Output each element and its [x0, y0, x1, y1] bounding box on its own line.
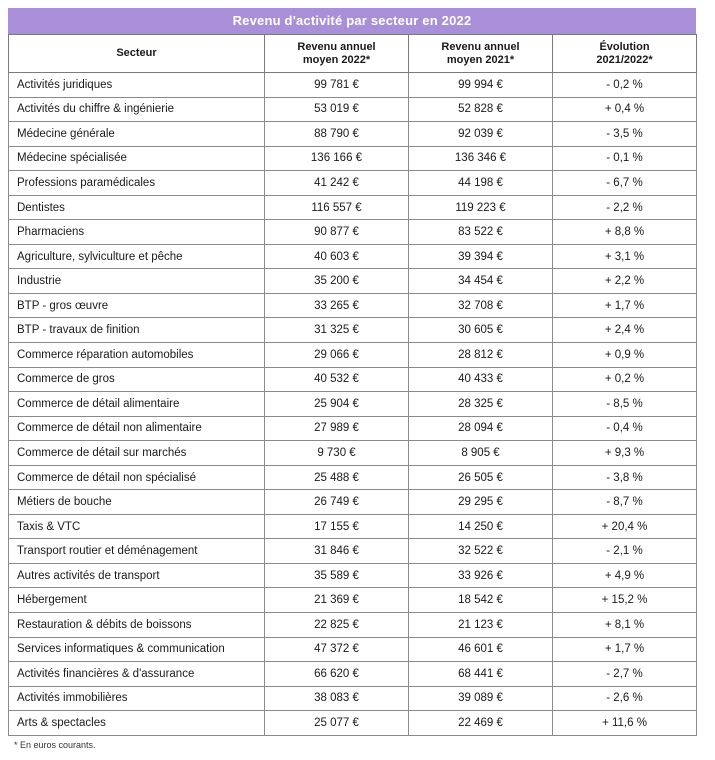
cell-sector: Commerce de détail sur marchés: [9, 441, 265, 466]
cell-revenue-2021: 52 828 €: [409, 97, 553, 122]
cell-evolution: + 15,2 %: [553, 588, 697, 613]
cell-evolution: - 8,5 %: [553, 392, 697, 417]
cell-sector: Taxis & VTC: [9, 514, 265, 539]
cell-revenue-2022: 90 877 €: [265, 220, 409, 245]
cell-revenue-2021: 68 441 €: [409, 662, 553, 687]
cell-sector: Hébergement: [9, 588, 265, 613]
cell-sector: Dentistes: [9, 195, 265, 220]
cell-evolution: - 0,1 %: [553, 146, 697, 171]
cell-sector: Commerce de détail alimentaire: [9, 392, 265, 417]
cell-revenue-2021: 30 605 €: [409, 318, 553, 343]
table-row: [9, 490, 697, 515]
cell-revenue-2022: 40 603 €: [265, 244, 409, 269]
cell-revenue-2021: 29 295 €: [409, 490, 553, 515]
cell-evolution: + 1,7 %: [553, 637, 697, 662]
cell-revenue-2021: 22 469 €: [409, 711, 553, 736]
cell-revenue-2021: 40 433 €: [409, 367, 553, 392]
cell-revenue-2022: 41 242 €: [265, 171, 409, 196]
cell-sector: Autres activités de transport: [9, 563, 265, 588]
cell-evolution: + 8,1 %: [553, 613, 697, 638]
revenue-table-container: [8, 8, 696, 736]
cell-revenue-2022: 99 781 €: [265, 73, 409, 98]
table-row: [9, 269, 697, 294]
table-row: [9, 686, 697, 711]
cell-revenue-2022: 26 749 €: [265, 490, 409, 515]
cell-revenue-2022: 40 532 €: [265, 367, 409, 392]
table-row: [9, 662, 697, 687]
cell-evolution: - 2,2 %: [553, 195, 697, 220]
cell-revenue-2022: 66 620 €: [265, 662, 409, 687]
cell-evolution: - 3,8 %: [553, 465, 697, 490]
cell-revenue-2021: 21 123 €: [409, 613, 553, 638]
cell-revenue-2021: 119 223 €: [409, 195, 553, 220]
table-row: [9, 146, 697, 171]
cell-sector: Activités immobilières: [9, 686, 265, 711]
cell-revenue-2021: 28 094 €: [409, 416, 553, 441]
cell-evolution: + 4,9 %: [553, 563, 697, 588]
cell-evolution: - 2,7 %: [553, 662, 697, 687]
header-sector: Secteur: [9, 35, 265, 73]
table-row: [9, 97, 697, 122]
cell-revenue-2022: 9 730 €: [265, 441, 409, 466]
cell-evolution: + 0,2 %: [553, 367, 697, 392]
cell-sector: Commerce de détail non alimentaire: [9, 416, 265, 441]
table-row: [9, 465, 697, 490]
cell-evolution: + 2,4 %: [553, 318, 697, 343]
cell-sector: Pharmaciens: [9, 220, 265, 245]
cell-revenue-2022: 31 846 €: [265, 539, 409, 564]
cell-evolution: - 0,4 %: [553, 416, 697, 441]
table-title: Revenu d'activité par secteur en 2022: [8, 8, 696, 34]
header-row: [9, 35, 697, 73]
revenue-table: [8, 34, 697, 736]
cell-revenue-2022: 31 325 €: [265, 318, 409, 343]
table-row: [9, 73, 697, 98]
table-body: [9, 73, 697, 736]
header-evolution: Évolution 2021/2022*: [553, 35, 697, 73]
cell-revenue-2021: 32 522 €: [409, 539, 553, 564]
table-row: [9, 711, 697, 736]
cell-evolution: - 8,7 %: [553, 490, 697, 515]
cell-revenue-2022: 53 019 €: [265, 97, 409, 122]
cell-revenue-2022: 136 166 €: [265, 146, 409, 171]
table-row: [9, 244, 697, 269]
cell-sector: Arts & spectacles: [9, 711, 265, 736]
cell-sector: Activités juridiques: [9, 73, 265, 98]
footnote: * En euros courants.: [14, 740, 96, 750]
cell-evolution: - 0,2 %: [553, 73, 697, 98]
cell-revenue-2021: 8 905 €: [409, 441, 553, 466]
table-row: [9, 514, 697, 539]
cell-revenue-2022: 116 557 €: [265, 195, 409, 220]
cell-revenue-2022: 25 488 €: [265, 465, 409, 490]
table-row: [9, 220, 697, 245]
cell-revenue-2021: 83 522 €: [409, 220, 553, 245]
cell-revenue-2021: 44 198 €: [409, 171, 553, 196]
cell-sector: Commerce réparation automobiles: [9, 343, 265, 368]
cell-revenue-2022: 33 265 €: [265, 293, 409, 318]
cell-evolution: + 0,4 %: [553, 97, 697, 122]
cell-sector: Activités du chiffre & ingénierie: [9, 97, 265, 122]
cell-evolution: - 2,6 %: [553, 686, 697, 711]
table-row: [9, 613, 697, 638]
header-revenue-2021: Revenu annuel moyen 2021*: [409, 35, 553, 73]
cell-sector: Activités financières & d'assurance: [9, 662, 265, 687]
cell-revenue-2022: 35 589 €: [265, 563, 409, 588]
cell-sector: Restauration & débits de boissons: [9, 613, 265, 638]
cell-revenue-2022: 35 200 €: [265, 269, 409, 294]
table-row: [9, 171, 697, 196]
cell-evolution: + 2,2 %: [553, 269, 697, 294]
cell-sector: Commerce de détail non spécialisé: [9, 465, 265, 490]
cell-sector: Agriculture, sylviculture et pêche: [9, 244, 265, 269]
cell-revenue-2022: 25 077 €: [265, 711, 409, 736]
table-row: [9, 122, 697, 147]
cell-sector: Médecine spécialisée: [9, 146, 265, 171]
cell-evolution: + 3,1 %: [553, 244, 697, 269]
cell-sector: BTP - gros œuvre: [9, 293, 265, 318]
cell-evolution: + 20,4 %: [553, 514, 697, 539]
table-row: [9, 392, 697, 417]
table-row: [9, 637, 697, 662]
header-revenue-2022: Revenu annuel moyen 2022*: [265, 35, 409, 73]
table-row: [9, 318, 697, 343]
cell-revenue-2021: 28 325 €: [409, 392, 553, 417]
cell-revenue-2021: 33 926 €: [409, 563, 553, 588]
cell-revenue-2022: 25 904 €: [265, 392, 409, 417]
cell-revenue-2022: 88 790 €: [265, 122, 409, 147]
cell-sector: Industrie: [9, 269, 265, 294]
cell-revenue-2022: 27 989 €: [265, 416, 409, 441]
cell-evolution: + 9,3 %: [553, 441, 697, 466]
table-row: [9, 441, 697, 466]
cell-evolution: + 0,9 %: [553, 343, 697, 368]
cell-revenue-2021: 26 505 €: [409, 465, 553, 490]
cell-revenue-2022: 29 066 €: [265, 343, 409, 368]
table-row: [9, 416, 697, 441]
cell-revenue-2021: 136 346 €: [409, 146, 553, 171]
cell-evolution: - 3,5 %: [553, 122, 697, 147]
cell-revenue-2022: 21 369 €: [265, 588, 409, 613]
cell-revenue-2021: 39 394 €: [409, 244, 553, 269]
table-row: [9, 195, 697, 220]
cell-evolution: + 1,7 %: [553, 293, 697, 318]
cell-sector: Transport routier et déménagement: [9, 539, 265, 564]
cell-evolution: - 6,7 %: [553, 171, 697, 196]
cell-revenue-2021: 18 542 €: [409, 588, 553, 613]
cell-sector: Métiers de bouche: [9, 490, 265, 515]
table-row: [9, 588, 697, 613]
cell-sector: Professions paramédicales: [9, 171, 265, 196]
cell-sector: Services informatiques & communication: [9, 637, 265, 662]
table-row: [9, 539, 697, 564]
cell-revenue-2021: 99 994 €: [409, 73, 553, 98]
cell-revenue-2022: 22 825 €: [265, 613, 409, 638]
cell-revenue-2022: 47 372 €: [265, 637, 409, 662]
cell-sector: Médecine générale: [9, 122, 265, 147]
cell-revenue-2022: 17 155 €: [265, 514, 409, 539]
table-row: [9, 343, 697, 368]
cell-revenue-2021: 28 812 €: [409, 343, 553, 368]
table-row: [9, 563, 697, 588]
cell-evolution: + 11,6 %: [553, 711, 697, 736]
cell-evolution: + 8,8 %: [553, 220, 697, 245]
cell-revenue-2021: 46 601 €: [409, 637, 553, 662]
cell-revenue-2021: 14 250 €: [409, 514, 553, 539]
table-row: [9, 367, 697, 392]
cell-revenue-2022: 38 083 €: [265, 686, 409, 711]
cell-revenue-2021: 34 454 €: [409, 269, 553, 294]
cell-revenue-2021: 32 708 €: [409, 293, 553, 318]
cell-revenue-2021: 92 039 €: [409, 122, 553, 147]
cell-sector: BTP - travaux de finition: [9, 318, 265, 343]
cell-revenue-2021: 39 089 €: [409, 686, 553, 711]
cell-evolution: - 2,1 %: [553, 539, 697, 564]
cell-sector: Commerce de gros: [9, 367, 265, 392]
table-row: [9, 293, 697, 318]
